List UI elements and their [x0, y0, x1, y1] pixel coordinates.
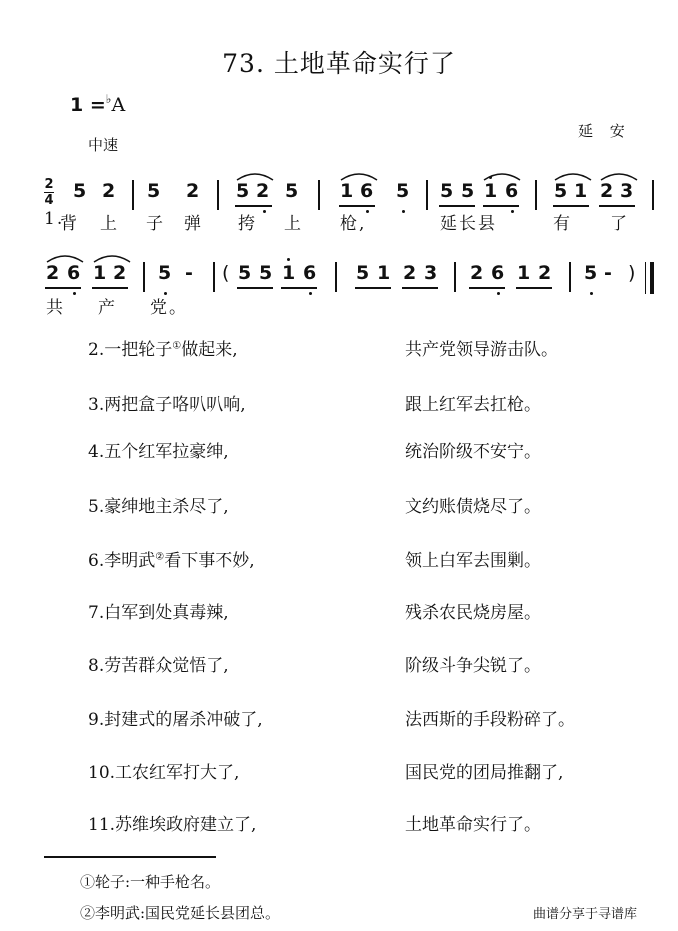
slur — [235, 170, 275, 182]
note: 6 — [360, 180, 374, 202]
lyric: 背 — [60, 214, 79, 234]
note: 1 — [517, 262, 531, 284]
verse-right-line: 土地革命实行了。 — [405, 815, 541, 835]
beam — [402, 287, 438, 289]
lyric: 弹 — [184, 214, 203, 234]
beam — [469, 287, 505, 289]
key-signature — [70, 92, 125, 116]
note: 1 — [484, 180, 498, 202]
slur — [553, 170, 593, 182]
verse-right-line: 跟上红军去扛枪。 — [405, 395, 541, 415]
verse-left-line — [88, 598, 229, 623]
verse-right-line: 共产党领导游击队。 — [405, 340, 558, 360]
verse-left-line — [88, 492, 229, 517]
footnote-marker: ② — [155, 551, 165, 563]
lyric: 子 — [146, 214, 165, 234]
high-octave-dot — [287, 258, 290, 261]
barline — [217, 180, 219, 210]
barline — [335, 262, 337, 292]
barline — [454, 262, 456, 292]
note: 2 — [538, 262, 552, 284]
beam — [281, 287, 317, 289]
slur — [92, 252, 132, 264]
verse-left-line — [88, 651, 229, 676]
verse-right-line: 统治阶级不安宁。 — [405, 442, 541, 462]
verse-text: 5.豪绅地主杀尽了, — [88, 497, 229, 517]
note: 6 — [303, 262, 317, 284]
beam — [553, 205, 589, 207]
high-octave-dot — [489, 176, 492, 179]
key-note: A — [111, 94, 126, 116]
song-origin: 延 安 — [578, 122, 631, 140]
close-paren: ) — [628, 262, 636, 284]
note: 2 — [470, 262, 484, 284]
lyric: 枪, — [340, 214, 367, 234]
footnote-marker: ① — [172, 340, 182, 352]
slur — [45, 252, 85, 264]
verse-text: 8.劳苦群众觉悟了, — [88, 656, 229, 676]
barline — [535, 180, 537, 210]
beam — [483, 205, 519, 207]
note: 1 — [282, 262, 296, 284]
barline — [143, 262, 145, 292]
note: 1 — [574, 180, 588, 202]
footnote-1: ①轮子:一种手枪名。 — [80, 873, 221, 891]
verse-right-line: 法西斯的手段粉碎了。 — [405, 710, 575, 730]
note: 5 — [158, 262, 172, 284]
lyric: 挎 — [238, 214, 257, 234]
final-barline-thick — [650, 262, 654, 294]
barline — [569, 262, 571, 292]
note: 5 — [554, 180, 568, 202]
dash: - — [604, 262, 612, 284]
verse-text: 9.封建式的屠杀冲破了, — [88, 710, 263, 730]
verse-right-line: 阶级斗争尖锐了。 — [405, 656, 541, 676]
low-octave-dot — [366, 210, 369, 213]
verse-text: 6.李明武 — [88, 551, 156, 571]
note: 6 — [505, 180, 519, 202]
verse-text: 2.一把轮子 — [88, 340, 173, 360]
flat-symbol: ♭ — [105, 92, 112, 106]
song-title: 73. 土地革命实行了 — [222, 49, 456, 78]
beam — [599, 205, 635, 207]
note: 2 — [186, 180, 200, 202]
note: 1 — [340, 180, 354, 202]
barline — [318, 180, 320, 210]
verse-left-line — [88, 705, 263, 730]
beam — [516, 287, 552, 289]
verse-text: 做起来, — [181, 340, 238, 360]
note: 5 — [73, 180, 87, 202]
barline — [213, 262, 215, 292]
low-octave-dot — [73, 292, 76, 295]
low-octave-dot — [590, 292, 593, 295]
verse-text: 3.两把盒子咯叭叭响, — [88, 395, 246, 415]
low-octave-dot — [402, 210, 405, 213]
verse-text: 4.五个红军拉豪绅, — [88, 442, 229, 462]
verse-right-line: 文约账债烧尽了。 — [405, 497, 541, 517]
low-octave-dot — [511, 210, 514, 213]
lyric: 有 — [553, 214, 572, 234]
note: 3 — [424, 262, 438, 284]
tempo-marking: 中速 — [88, 136, 119, 154]
final-barline-thin — [645, 262, 646, 294]
slur — [482, 170, 522, 182]
note: 5 — [440, 180, 454, 202]
note: 2 — [403, 262, 417, 284]
barline — [132, 180, 134, 210]
note: 3 — [620, 180, 634, 202]
verse-right-line: 国民党的团局推翻了, — [405, 763, 564, 783]
barline — [652, 180, 654, 210]
lyric: 上 — [284, 214, 303, 234]
note: 5 — [236, 180, 250, 202]
note: 5 — [396, 180, 410, 202]
verse-text: 10.工农红军打大了, — [88, 763, 240, 783]
verse-text: 看下事不妙, — [164, 551, 255, 571]
beam — [235, 205, 272, 207]
verse-left-line — [88, 546, 255, 571]
watermark: 曲谱分享于寻谱库 — [533, 907, 638, 922]
beam — [237, 287, 273, 289]
beam — [355, 287, 391, 289]
note: 5 — [147, 180, 161, 202]
lyric: 上 — [100, 214, 119, 234]
footnote-2: ②李明武:国民党延长县团总。 — [80, 904, 281, 922]
note: 6 — [491, 262, 505, 284]
note: 6 — [67, 262, 81, 284]
low-octave-dot — [309, 292, 312, 295]
low-octave-dot — [263, 210, 266, 213]
lyric: 延长县 — [440, 214, 497, 234]
note: 5 — [259, 262, 273, 284]
note: 5 — [238, 262, 252, 284]
verse-right-line: 残杀农民烧房屋。 — [405, 603, 541, 623]
barline — [426, 180, 428, 210]
note: 2 — [46, 262, 60, 284]
verse-text: 11.苏维埃政府建立了, — [88, 815, 257, 835]
beam — [439, 205, 475, 207]
note: 1 — [93, 262, 107, 284]
slur — [339, 170, 379, 182]
verse-left-line — [88, 390, 246, 415]
note: 2 — [102, 180, 116, 202]
note: 2 — [113, 262, 127, 284]
verse-right-line: 领上白军去围剿。 — [405, 551, 541, 571]
lyric: 了 — [610, 214, 629, 234]
lyric: 党。 — [150, 298, 188, 318]
slur — [599, 170, 639, 182]
note: 2 — [600, 180, 614, 202]
verse-text: 7.白军到处真毒辣, — [88, 603, 229, 623]
note: 5 — [584, 262, 598, 284]
open-paren: ( — [222, 262, 230, 284]
verse-left-line — [88, 810, 256, 835]
lyric: 共 — [46, 298, 65, 318]
low-octave-dot — [497, 292, 500, 295]
note: 2 — [256, 180, 270, 202]
beam — [92, 287, 128, 289]
verse-left-line — [88, 335, 238, 360]
verse-left-line — [88, 437, 229, 462]
beam — [45, 287, 81, 289]
time-signature: 2 4 — [44, 177, 54, 208]
verse-left-line — [88, 758, 239, 783]
beam — [339, 205, 375, 207]
verse-number: 1. — [44, 209, 65, 229]
lyric: 产 — [98, 298, 117, 318]
note: 5 — [285, 180, 299, 202]
dash: - — [185, 262, 193, 284]
note: 5 — [461, 180, 475, 202]
note: 5 — [356, 262, 370, 284]
footnote-divider — [44, 856, 216, 858]
key-label: 1 = — [70, 94, 106, 116]
note: 1 — [377, 262, 391, 284]
